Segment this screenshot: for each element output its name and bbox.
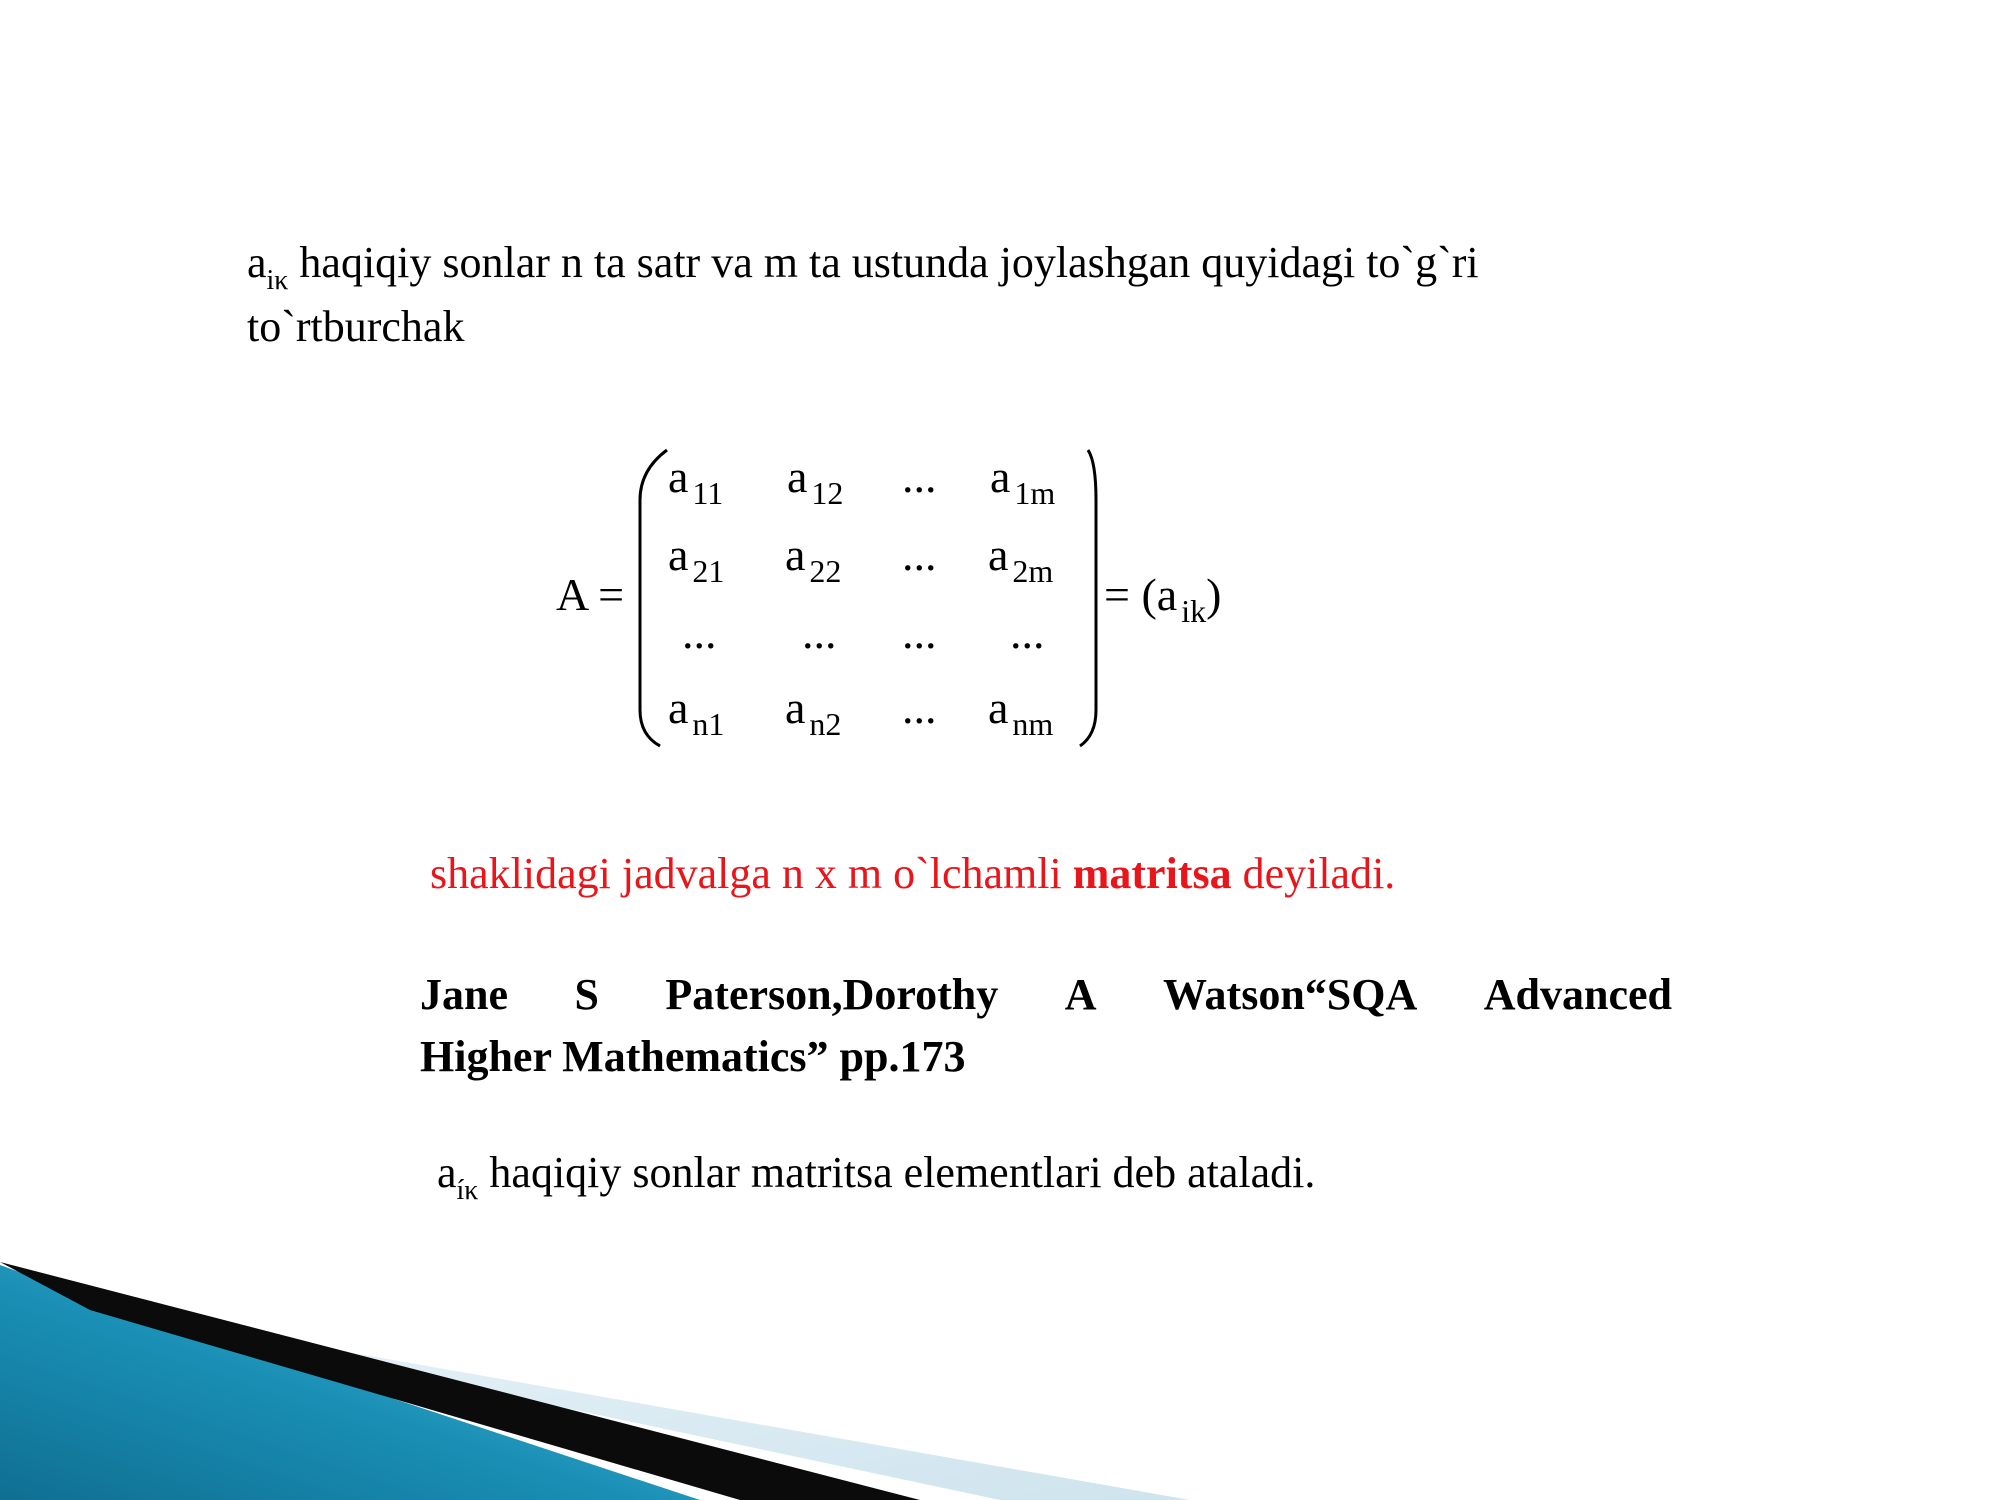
intro-symbol-subscript: iκ (266, 265, 289, 296)
matrix-cell-3-3: ... (902, 607, 937, 658)
reference-line1: Jane S Paterson,Dorothy A Watson“SQA Advanced (420, 970, 1672, 1019)
intro-line2-text: to`rtburchak (247, 302, 465, 351)
matrix-cell-4-4: a $_{nm}$ (988, 682, 1054, 742)
intro-symbol: a (247, 238, 267, 287)
intro-line1-text: haqiqiy sonlar n ta satr va m ta ustunda joylashgan quyidagi to`g`ri (288, 238, 1479, 287)
reference-line2: Higher Mathematics” pp.173 (420, 1032, 966, 1081)
elements-note: $a_{í\kappa}$ haqiqiy sonlar matritsa elementlari deb ataladi. (437, 1148, 1316, 1206)
matrix-cell-4-1: a $_{n1}$ (668, 682, 725, 742)
matrix-cell-2-4: a $_{2m}$ (988, 529, 1054, 589)
matrix-cell-4-3: ... (902, 682, 937, 733)
matrix-cell-3-4: ... (1010, 607, 1045, 658)
matrix-cell-3-2: ... (802, 607, 837, 658)
formula-rhs: = (a $_{ik}$) (1104, 569, 1222, 629)
matrix-cell-1-1: a $_{11}$ (668, 451, 724, 511)
matrix-cell-4-2: a $_{n2}$ (785, 682, 842, 742)
matrix-cell-3-1: ... (682, 607, 717, 658)
matrix-cell-2-3: ... (902, 529, 937, 580)
matrix-cell-1-3: ... (902, 451, 937, 502)
matrix-cell-1-2: a $_{12}$ (787, 451, 844, 511)
definition-line: shaklidagi jadvalga n x m o`lchamli matritsa deyiladi. (430, 849, 1396, 898)
definition-bold-term: matritsa (1072, 849, 1232, 898)
formula-lhs: A = (556, 569, 625, 620)
matrix-cell-2-1: a $_{21}$ (668, 529, 725, 589)
matrix-cell-2-2: a $_{22}$ (785, 529, 842, 589)
matrix-cell-1-4: a $_{1m}$ (990, 451, 1056, 511)
